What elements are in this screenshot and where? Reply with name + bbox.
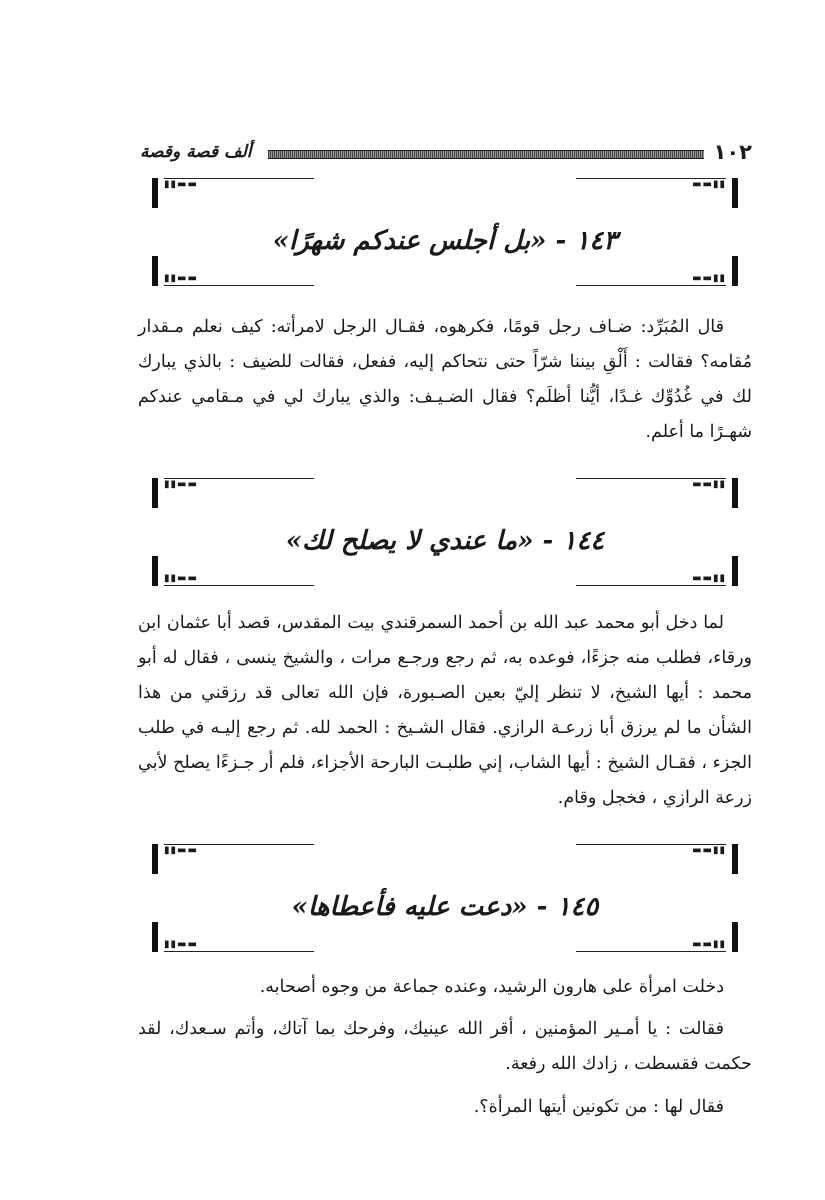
header-rule xyxy=(268,150,704,159)
story-paragraph: دخلت امرأة على هارون الرشيد، وعنده جماعة من وجوه أصحابه. xyxy=(259,977,724,997)
frame-corner-ornament: ▬▬▮▮ xyxy=(568,844,738,882)
running-header xyxy=(140,140,752,170)
frame-corner-ornament: ▬▬▮▮ xyxy=(568,556,738,594)
frame-corner-ornament: ▮▮▬▬ xyxy=(152,844,322,882)
frame-corner-ornament: ▬▬▮▮ xyxy=(568,922,738,960)
story-paragraph: فقال لها : من تكونين أيتها المرأة؟. xyxy=(473,1097,724,1117)
frame-corner-ornament: ▮▮▬▬ xyxy=(152,478,322,516)
story-paragraph: لما دخل أبو محمد عبد الله بن أحمد السمرقندي بيت المقدس، قصد أبا عثمان ابن ورقاء، فطلب منه جزءًا، فوعده به، ثم رجع ورجـع مرات ، والشيخ ينسى ، فقال له أبو محمد : أيها الشيخ، لا تنظر إليّ بعين الصـبورة، فإن الله تعالى قد رزقني من هذا الشأن ما لم يرزق أبا زرعـة الرازي. فقال الشـيخ : الحمد لله. ثم رجع إليـه في طلب الجزء ، فقـال الشيخ : أيها الشاب، إني طلبـت البارحة الأجزاء، فلم أر جـزءًا يصلح لأبي زرعة الرازي ، فخجل وقام. xyxy=(138,613,752,808)
story-paragraph: قال المُبَرِّد: ضـاف رجل قومًا، فكرهوه، فقـال الرجل لامرأته: كيف نعلم مـقدار مُقامه؟ فقالت : أَلْقِ بيننا شرّاً حتى نتحاكم إليه، ففعل، فقالت للضيف : بالذي يبارك لك في غُدُوِّك غـدًا، أيُّنا أظلَم؟ فقال الضـيـف: والذي يبارك لي في مـقامي عندكم شهـرًا ما أعلم. xyxy=(138,317,752,442)
story-paragraph: فقالت : يا أمـير المؤمنين ، أقر الله عينيك، وفرحك بما آتاك، وأتم سـعدك، لقد حكمت فقسطت ، زادك الله رفعة. xyxy=(138,1019,752,1074)
frame-corner-ornament: ▬▬▮▮ xyxy=(568,256,738,294)
story-title-frame xyxy=(152,178,738,288)
frame-corner-ornament: ▮▮▬▬ xyxy=(152,256,322,294)
page-number: ١٠٢ xyxy=(713,140,752,164)
frame-corner-ornament: ▮▮▬▬ xyxy=(152,556,322,594)
frame-corner-ornament: ▮▮▬▬ xyxy=(152,178,322,216)
frame-corner-ornament: ▬▬▮▮ xyxy=(568,478,738,516)
frame-corner-ornament: ▮▮▬▬ xyxy=(152,922,322,960)
story-title-frame xyxy=(152,844,738,954)
book-title: ألف قصة وقصة xyxy=(140,142,252,162)
story-title: ١٤٣ - «بل أجلس عندكم شهرًا» xyxy=(272,226,618,256)
story-title: ١٤٥ - «دعت عليه فأعطاها» xyxy=(291,892,599,922)
story-title: ١٤٤ - «ما عندي لا يصلح لك» xyxy=(285,526,605,556)
story-title-frame xyxy=(152,478,738,588)
frame-corner-ornament: ▬▬▮▮ xyxy=(568,178,738,216)
